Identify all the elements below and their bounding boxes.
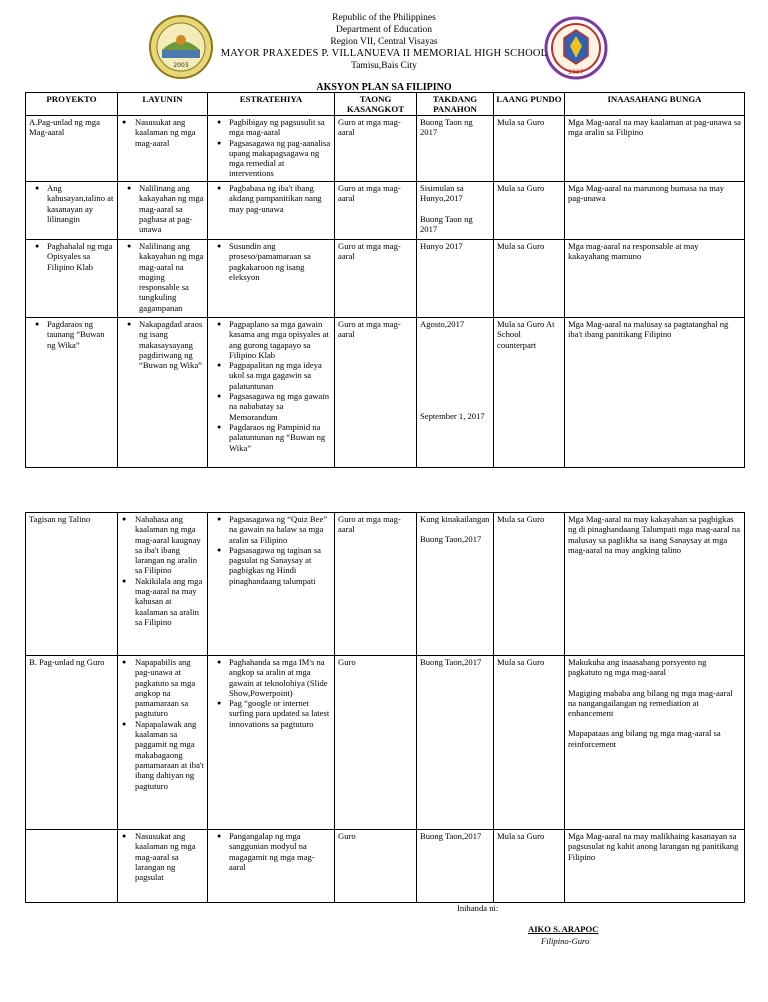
column-header: PROYEKTO bbox=[26, 93, 118, 116]
bunga-text: Makukuha ang inaasahang porsyento ng pagkatuto ng mga mag-aaral bbox=[568, 657, 707, 678]
laang-cell: Mula sa Guro At School counterpart bbox=[494, 318, 565, 468]
proyekto-item: ● Pagdaraos ng taunang “Buwan ng Wika” bbox=[29, 319, 114, 350]
header-school-name: MAYOR PRAXEDES P. VILLANUEVA II MEMORIAL HIGH SCHOOL bbox=[220, 48, 548, 59]
layunin-item: ● Napapalawak ang kaalaman sa paggamit ng mga makabagaong pamamaraan at iba't ibang dahiyan ng pagtuturo bbox=[121, 719, 204, 791]
proyekto-cell: A.Pag-unlad ng mga Mag-aaral bbox=[26, 116, 118, 182]
proyekto-item: ● Paghahalal ng mga Opisyales sa Filipino Klab bbox=[29, 241, 114, 272]
taong-cell: Guro bbox=[335, 830, 417, 903]
table-row bbox=[26, 240, 745, 318]
column-header: TAONG KASANGKOT bbox=[335, 93, 417, 116]
layunin-item: ● Nakikilala ang mga mag-aaral na may kahusan at kaalaman sa aralin sa Filipino bbox=[121, 576, 204, 627]
header-department: Department of Education bbox=[335, 25, 433, 35]
taong-cell: Guro at mga mag-aaral bbox=[335, 513, 417, 656]
laang-cell: Mula sa Guro bbox=[494, 513, 565, 656]
taong-cell: Guro bbox=[335, 656, 417, 830]
takdang-text: Agosto,2017 bbox=[420, 319, 465, 329]
taong-cell: Guro at mga mag-aaral bbox=[335, 182, 417, 240]
table-row bbox=[26, 318, 745, 468]
estratehiya-item: ● Pagpaplano sa mga gawain kasama ang mga opisyales at ang gurong tagapayo sa Filipino Klab bbox=[211, 319, 331, 360]
layunin-item: ● Nahahasa ang kaalaman ng mga mag-aaral kaugnay sa iba't ibang larangan ng aralin sa Filipino bbox=[121, 514, 204, 576]
estratehiya-item: ● Paghahanda sa mga IM's na angkop sa aralin at mga gawain at teknolohiya (Slide Show,Powerpoint) bbox=[211, 657, 331, 698]
table-row bbox=[26, 513, 745, 656]
estratehiya-item: ● Pagsasagawa ng tagisan sa pagsulat ng Sanaysay at pagbigkas ng Hindi pinaghandaang talumpati bbox=[211, 545, 331, 586]
header-republic: Republic of the Philippines bbox=[332, 13, 436, 23]
estratehiya-item: ● Pagdaraos ng Pampinid na palatuntunan ng “Buwan ng Wika” bbox=[211, 422, 331, 453]
header-region: Region VII, Central Visayas bbox=[330, 37, 438, 47]
header-location: Tamisu,Bais City bbox=[351, 61, 417, 71]
takdang-text: Kung kinakailangan bbox=[420, 514, 490, 524]
laang-cell: Mula sa Guro bbox=[494, 830, 565, 903]
proyekto-item: ● Ang kahusayan,talino at kasanayan ay lilinangin bbox=[29, 183, 114, 224]
bunga-text: Magiging mababa ang bilang ng mga mag-aaral na nangangailangan ng remediation at enhancement bbox=[568, 687, 733, 719]
laang-cell: Mula sa Guro bbox=[494, 182, 565, 240]
takdang-text: Buong Taon ng 2017 bbox=[420, 213, 473, 234]
layunin-item: ● Nakapagdad araos ng isang makasaysayang pagdiriwang ng “Buwan ng Wika” bbox=[121, 319, 204, 370]
svg-text:2007: 2007 bbox=[568, 69, 584, 76]
taong-cell: Guro at mga mag-aaral bbox=[335, 240, 417, 318]
signatory-role: Filipino-Guro bbox=[541, 936, 590, 946]
laang-cell: Mula sa Guro bbox=[494, 656, 565, 830]
column-header: TAKDANG PANAHON bbox=[417, 93, 494, 116]
bunga-cell: Mga Mag-aaral na may kakayahan sa pagbigkas ng di pinaghandaang Talumpati mga mag-aaral na malusay sa paglikha sa isang Sanaysay at mga mag-aaral na may angking talino bbox=[565, 513, 745, 656]
column-header: LAANG PUNDO bbox=[494, 93, 565, 116]
estratehiya-item: ● Pagsasagawa ng “Quiz Bee” na gawain na halaw sa mga aralin sa Filipino bbox=[211, 514, 331, 545]
laang-cell: Mula sa Guro bbox=[494, 240, 565, 318]
bunga-cell: Mga Mag-aaral na may malikhaing kasanayan sa pagsusulat ng kahit anong larangan ng panitikang Filipino bbox=[565, 830, 745, 903]
action-plan-table bbox=[25, 92, 745, 468]
layunin-item: ● Nasusukat ang kaalaman ng mga mag-aaral sa larangan ng pagsulat bbox=[121, 831, 204, 882]
takdang-cell: Buong Taon,2017 bbox=[417, 830, 494, 903]
estratehiya-item: ● Pagsasagawa ng pag-aanalisa upang makapagsagawa ng mga remedial at interventions bbox=[211, 138, 331, 179]
proyekto-cell: Tagisan ng Talino bbox=[26, 513, 118, 656]
document-header bbox=[0, 12, 768, 72]
action-plan-table-continued bbox=[25, 512, 745, 903]
bunga-text: Mapapataas ang bilang ng mga mag-aaral sa reinforcement bbox=[568, 728, 721, 749]
table-row bbox=[26, 182, 745, 240]
takdang-cell: Buong Taon,2017 bbox=[417, 656, 494, 830]
taong-cell: Guro at mga mag-aaral bbox=[335, 116, 417, 182]
table-row bbox=[26, 116, 745, 182]
table-row bbox=[26, 656, 745, 830]
takdang-text: Sisimulan sa Hunyo,2017 bbox=[420, 183, 464, 204]
table-row bbox=[26, 830, 745, 903]
laang-cell: Mula sa Guro bbox=[494, 116, 565, 182]
estratehiya-item: ● Pagsasagawa ng mga gawain na nababatay sa Memorandum bbox=[211, 391, 331, 422]
svg-text:2003: 2003 bbox=[173, 62, 189, 69]
proyekto-cell: B. Pag-unlad ng Guro bbox=[26, 656, 118, 830]
layunin-item: ● Nalilinang ang kakayahan ng mga mag-aaral sa pagbasa at pag-unawa bbox=[121, 183, 204, 234]
estratehiya-item: ● Susundin ang proseso/pamamaraan sa pagkakaroon ng isang eleksyon bbox=[211, 241, 331, 282]
column-header: LAYUNIN bbox=[118, 93, 208, 116]
document-title: AKSYON PLAN SA FILIPINO bbox=[316, 82, 452, 93]
bunga-cell: Mga Mag-aaral na may kaalaman at pag-unawa sa mga aralin sa Filipino bbox=[565, 116, 745, 182]
layunin-item: ● Nasusukat ang kaalaman ng mga mag-aaral bbox=[121, 117, 204, 148]
bunga-cell: Mga Mag-aaral na malusay sa pagtatanghal ng iba't ibang panitikang Filipino bbox=[565, 318, 745, 468]
estratehiya-item: ● Pagpapalitan ng mga ideya ukol sa mga gagawin sa palatuntunan bbox=[211, 360, 331, 391]
signatory-name: AIKO S. ARAPOC bbox=[528, 924, 599, 934]
takdang-text: Buong Taon,2017 bbox=[420, 534, 482, 545]
proyekto-cell bbox=[26, 830, 118, 903]
takdang-text: September 1, 2017 bbox=[420, 411, 485, 422]
taong-cell: Guro at mga mag-aaral bbox=[335, 318, 417, 468]
table-header-row bbox=[26, 93, 745, 116]
bunga-cell: Mga mag-aaral na responsable at may kakayahang mamuno bbox=[565, 240, 745, 318]
layunin-item: ● Napapabilis ang pag-unawa at pagkatuto sa mga angkop na pamamaraan sa pagtuturo bbox=[121, 657, 204, 719]
estratehiya-item: ● Pag “google or internet surfing para updated sa latest innovations sa pagtuturo bbox=[211, 698, 331, 729]
layunin-item: ● Nalilinang ang kakayahan ng mga mag-aaral na maging responsable sa tungkuling gagampanan bbox=[121, 241, 204, 313]
column-header: ESTRATEHIYA bbox=[208, 93, 335, 116]
estratehiya-item: ● Pangangalap ng mga sanggunian modyul na magagamit ng mga mag-aaral bbox=[211, 831, 331, 872]
estratehiya-item: ● Pagbibigay ng pagsusulit sa mga mag-aaral bbox=[211, 117, 331, 138]
column-header: INAASAHANG BUNGA bbox=[565, 93, 745, 116]
takdang-cell: Buong Taon ng 2017 bbox=[417, 116, 494, 182]
bunga-cell: Mga Mag-aaral na marunong bumasa na may pag-unawa bbox=[565, 182, 745, 240]
takdang-cell: Hunyo 2017 bbox=[417, 240, 494, 318]
prepared-by-label: Inihanda ni: bbox=[457, 903, 499, 913]
estratehiya-item: ● Pagbabasa ng iba't ibang akdang pampanitikan nang may pag-unawa bbox=[211, 183, 331, 214]
